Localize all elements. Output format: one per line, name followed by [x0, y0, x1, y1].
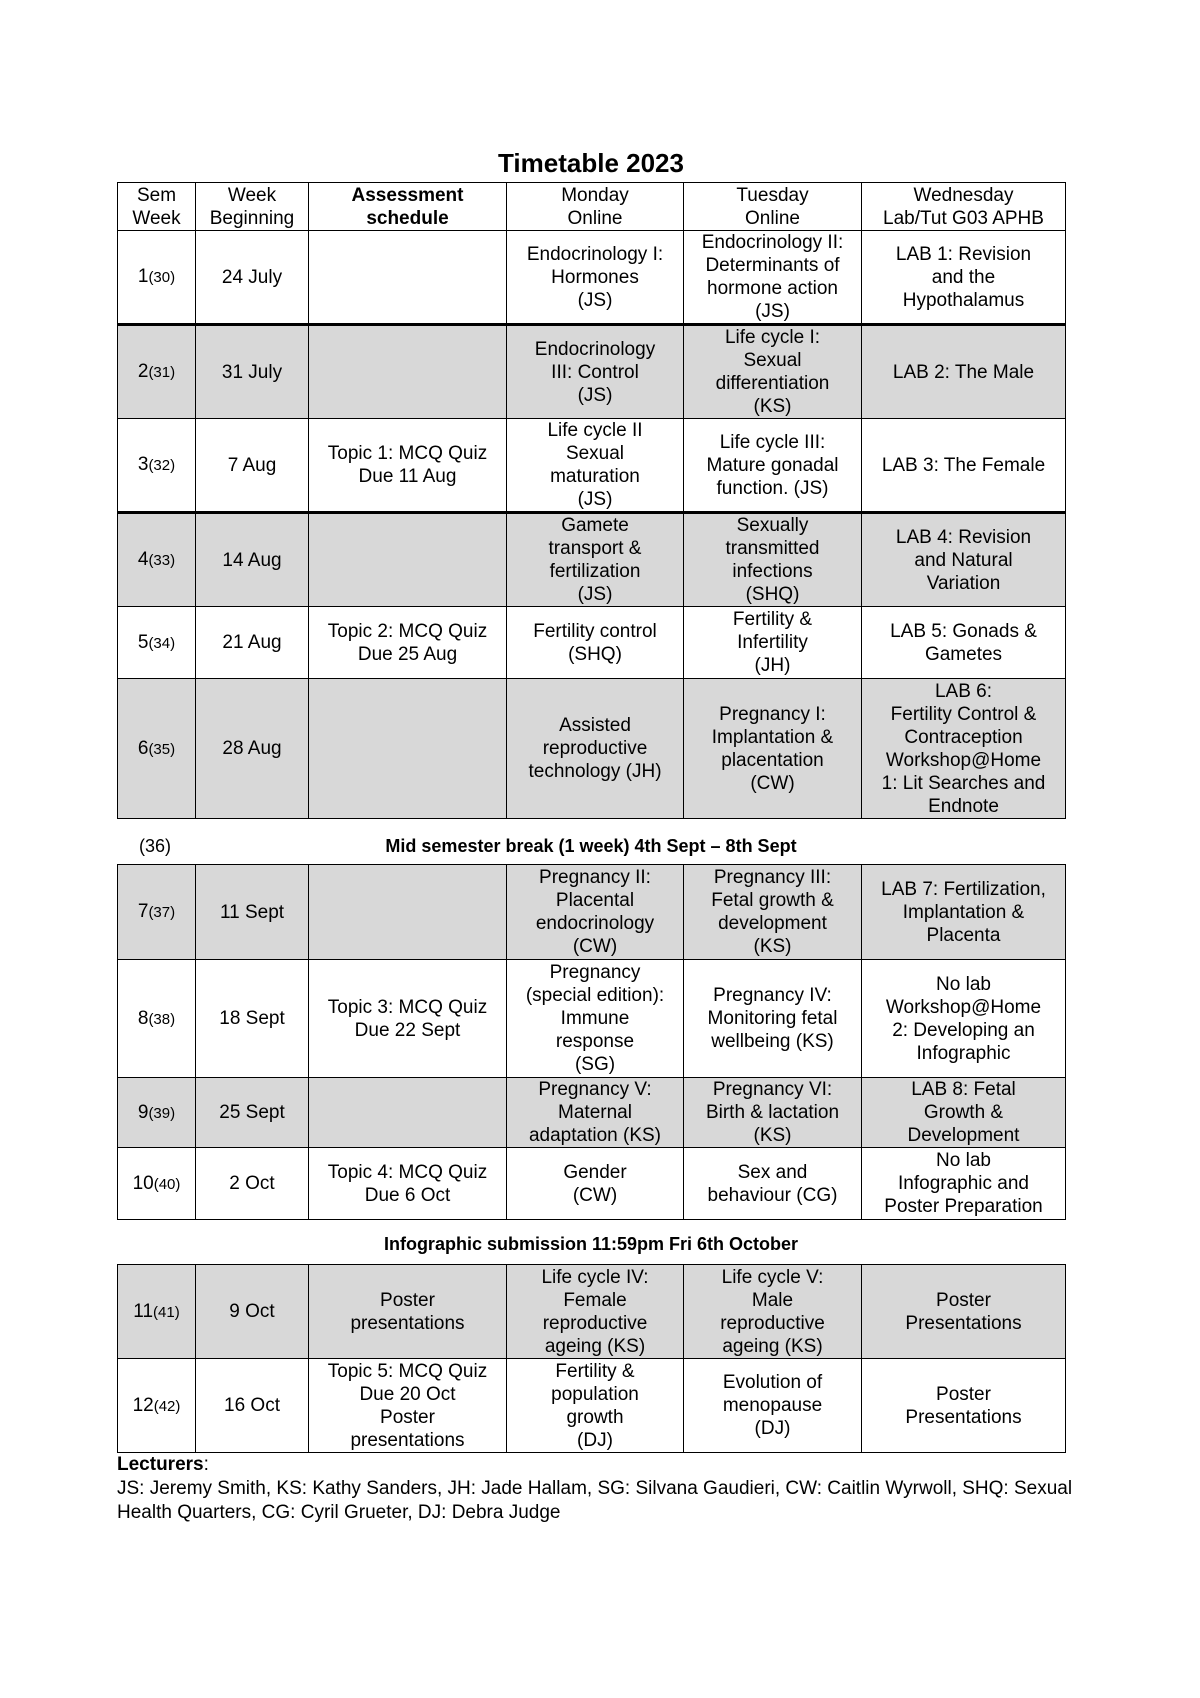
wednesday-lab-cell: LAB 1: Revision and the Hypothalamus [862, 231, 1066, 325]
sem-week-number: 5 [137, 631, 149, 653]
calendar-week-number: (38) [148, 1010, 176, 1028]
monday-session-cell: Fertility & population growth (DJ) [507, 1359, 684, 1453]
lecturers-colon: : [203, 1454, 209, 1475]
wednesday-lab-cell: LAB 5: Gonads & Gametes [862, 607, 1066, 679]
week-row [118, 1148, 1066, 1220]
week-beginning-cell: 2 Oct [196, 1148, 309, 1220]
monday-session-cell: Fertility control (SHQ) [507, 607, 684, 679]
assessment-cell [309, 513, 507, 607]
tuesday-session-cell: Life cycle I: Sexual differentiation (KS) [684, 325, 862, 419]
wednesday-lab-cell: No lab Workshop@Home 2: Developing an Infographic [862, 960, 1066, 1078]
week-beginning-cell: 21 Aug [196, 607, 309, 679]
lecturers-heading: Lecturers [117, 1454, 204, 1475]
wednesday-lab-cell: LAB 3: The Female [862, 419, 1066, 513]
wednesday-lab-cell: LAB 7: Fertilization, Implantation & Placenta [862, 865, 1066, 960]
sem-week-cell [118, 865, 196, 960]
timetable-block-1 [117, 182, 1066, 819]
week-row [118, 419, 1066, 513]
wednesday-lab-cell: LAB 2: The Male [862, 325, 1066, 419]
sem-week-cell [118, 513, 196, 607]
wednesday-lab-cell: LAB 6: Fertility Control & Contraception Workshop@Home 1: Lit Searches and Endnote [862, 679, 1066, 819]
mid-semester-break [117, 832, 1065, 860]
assessment-cell: Poster presentations [309, 1265, 507, 1359]
tuesday-session-cell: Fertility & Infertility (JH) [684, 607, 862, 679]
sem-week-cell [118, 960, 196, 1078]
monday-session-cell: Life cycle IV: Female reproductive ageing (KS) [507, 1265, 684, 1359]
header-wednesday: Wednesday Lab/Tut G03 APHB [862, 183, 1066, 231]
week-row [118, 1265, 1066, 1359]
sem-week-number: 7 [137, 901, 149, 922]
wednesday-lab-cell: Poster Presentations [862, 1359, 1066, 1453]
calendar-week-number: (41) [153, 1303, 180, 1321]
week-row [118, 1359, 1066, 1453]
infographic-note-label: Infographic submission 11:59pm Fri 6th October [383, 1234, 799, 1254]
monday-session-cell: Endocrinology III: Control (JS) [507, 325, 684, 419]
assessment-cell: Topic 5: MCQ Quiz Due 20 Oct Poster presentations [309, 1359, 507, 1453]
calendar-week-number: (42) [153, 1397, 181, 1415]
sem-week-number: 9 [137, 1101, 149, 1123]
week-beginning-cell: 18 Sept [196, 960, 309, 1078]
assessment-cell [309, 679, 507, 819]
sem-week-cell [118, 1078, 196, 1148]
calendar-week-number: (32) [148, 457, 176, 474]
lecturers-list: JS: Jeremy Smith, KS: Kathy Sanders, JH: Jade Hallam, SG: Silvana Gaudieri, CW: Caitlin Wyrwoll, SHQ: Sexual Health Quarters, CG: Cyril Grueter, DJ: Debra Judge [117, 1478, 1073, 1523]
header-tuesday: Tuesday Online [684, 183, 862, 231]
infographic-submission-note [117, 1230, 1065, 1258]
tuesday-session-cell: Life cycle V: Male reproductive ageing (KS) [684, 1265, 862, 1359]
week-row [118, 960, 1066, 1078]
header-week-beginning: Week Beginning [196, 183, 309, 231]
week-beginning-cell: 9 Oct [196, 1265, 309, 1359]
assessment-cell [309, 1078, 507, 1148]
week-row [118, 231, 1066, 325]
week-row [118, 865, 1066, 960]
calendar-week-number: (35) [148, 740, 176, 758]
tuesday-session-cell: Pregnancy I: Implantation & placentation (CW) [684, 679, 862, 819]
header-sem-week: Sem Week [118, 183, 196, 231]
break-week-code: (36) [139, 836, 172, 856]
page-title: Timetable 2023 [498, 148, 684, 178]
week-row [118, 325, 1066, 419]
week-beginning-cell: 14 Aug [196, 513, 309, 607]
break-label: Mid semester break (1 week) 4th Sept – 8th Sept [385, 836, 797, 856]
header-assessment: Assessment schedule [309, 183, 507, 231]
week-beginning-cell: 11 Sept [196, 865, 309, 960]
calendar-week-number: (30) [148, 269, 176, 286]
timetable-block-2 [117, 864, 1066, 1220]
tuesday-session-cell: Endocrinology II: Determinants of hormone action (JS) [684, 231, 862, 325]
assessment-cell [309, 865, 507, 960]
monday-session-cell: Gender (CW) [507, 1148, 684, 1220]
sem-week-cell [118, 607, 196, 679]
tuesday-session-cell: Evolution of menopause (DJ) [684, 1359, 862, 1453]
tuesday-session-cell: Pregnancy VI: Birth & lactation (KS) [684, 1078, 862, 1148]
sem-week-cell [118, 419, 196, 513]
sem-week-number: 4 [137, 549, 149, 570]
assessment-cell: Topic 4: MCQ Quiz Due 6 Oct [309, 1148, 507, 1220]
lecturers-note [117, 1453, 1077, 1525]
header-row [118, 183, 1066, 231]
sem-week-cell [118, 1265, 196, 1359]
sem-week-cell [118, 231, 196, 325]
week-beginning-cell: 16 Oct [196, 1359, 309, 1453]
calendar-week-number: (39) [148, 1104, 176, 1122]
monday-session-cell: Assisted reproductive technology (JH) [507, 679, 684, 819]
sem-week-cell [118, 679, 196, 819]
sem-week-number: 12 [132, 1394, 154, 1416]
calendar-week-number: (37) [148, 904, 176, 921]
tuesday-session-cell: Sexually transmitted infections (SHQ) [684, 513, 862, 607]
sem-week-number: 8 [137, 1007, 149, 1029]
tuesday-session-cell: Life cycle III: Mature gonadal function. (JS) [684, 419, 862, 513]
wednesday-lab-cell: LAB 4: Revision and Natural Variation [862, 513, 1066, 607]
week-row [118, 679, 1066, 819]
tuesday-session-cell: Pregnancy III: Fetal growth & development (KS) [684, 865, 862, 960]
monday-session-cell: Endocrinology I: Hormones (JS) [507, 231, 684, 325]
week-row [118, 1078, 1066, 1148]
week-row [118, 607, 1066, 679]
wednesday-lab-cell: No lab Infographic and Poster Preparation [862, 1148, 1066, 1220]
week-beginning-cell: 25 Sept [196, 1078, 309, 1148]
week-beginning-cell: 7 Aug [196, 419, 309, 513]
monday-session-cell: Gamete transport & fertilization (JS) [507, 513, 684, 607]
tuesday-session-cell: Pregnancy IV: Monitoring fetal wellbeing (KS) [684, 960, 862, 1078]
assessment-cell: Topic 1: MCQ Quiz Due 11 Aug [309, 419, 507, 513]
week-beginning-cell: 28 Aug [196, 679, 309, 819]
week-row [118, 513, 1066, 607]
monday-session-cell: Pregnancy II: Placental endocrinology (CW) [507, 865, 684, 960]
assessment-cell: Topic 3: MCQ Quiz Due 22 Sept [309, 960, 507, 1078]
header-monday: Monday Online [507, 183, 684, 231]
assessment-cell: Topic 2: MCQ Quiz Due 25 Aug [309, 607, 507, 679]
sem-week-number: 6 [137, 737, 149, 759]
sem-week-cell [118, 1148, 196, 1220]
sem-week-number: 3 [137, 454, 149, 475]
calendar-week-number: (33) [148, 552, 176, 569]
sem-week-number: 1 [137, 266, 149, 287]
wednesday-lab-cell: Poster Presentations [862, 1265, 1066, 1359]
calendar-week-number: (34) [148, 634, 176, 652]
sem-week-number: 10 [132, 1172, 154, 1194]
sem-week-cell [118, 325, 196, 419]
sem-week-cell [118, 1359, 196, 1453]
sem-week-number: 11 [133, 1300, 154, 1322]
week-beginning-cell: 31 July [196, 325, 309, 419]
sem-week-number: 2 [137, 361, 149, 382]
monday-session-cell: Life cycle II Sexual maturation (JS) [507, 419, 684, 513]
tuesday-session-cell: Sex and behaviour (CG) [684, 1148, 862, 1220]
monday-session-cell: Pregnancy V: Maternal adaptation (KS) [507, 1078, 684, 1148]
week-beginning-cell: 24 July [196, 231, 309, 325]
monday-session-cell: Pregnancy (special edition): Immune response (SG) [507, 960, 684, 1078]
assessment-cell [309, 231, 507, 325]
timetable-block-3 [117, 1264, 1066, 1453]
wednesday-lab-cell: LAB 8: Fetal Growth & Development [862, 1078, 1066, 1148]
calendar-week-number: (31) [148, 364, 176, 381]
assessment-cell [309, 325, 507, 419]
calendar-week-number: (40) [153, 1175, 181, 1193]
